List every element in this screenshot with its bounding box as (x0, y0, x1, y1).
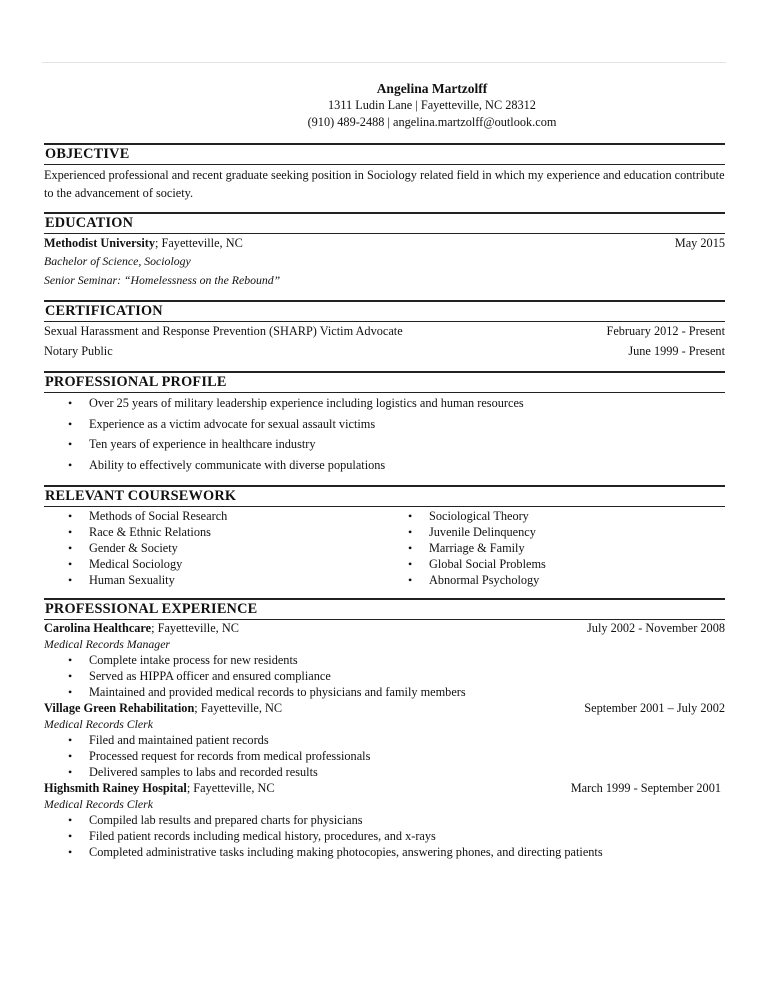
job-header (44, 620, 725, 636)
school-location: ; Fayetteville, NC (155, 236, 243, 250)
employer-line (44, 620, 239, 636)
school-name: Methodist University (44, 236, 156, 250)
certification-date: June 1999 - Present (628, 343, 725, 358)
job-dates: July 2002 - November 2008 (587, 621, 725, 635)
job-dates: March 1999 - September 2001 (570, 781, 721, 795)
degree: Bachelor of Science, Sociology (44, 254, 191, 268)
employer-location: ; Fayetteville, NC (186, 781, 275, 795)
list-item: • Medical Sociology (44, 556, 384, 572)
list-item: • Methods of Social Research (44, 508, 384, 524)
experience-section (44, 598, 725, 860)
list-item: • Race & Ethnic Relations (44, 524, 384, 540)
coursework-columns (44, 508, 725, 588)
graduation-date: May 2015 (674, 236, 725, 250)
certification-row (44, 342, 725, 362)
objective-section (44, 143, 725, 202)
employer-location: ; Fayetteville, NC (151, 621, 239, 635)
coursework-right-list (384, 508, 714, 588)
job-role: Medical Records Manager (44, 637, 171, 651)
job-dates: September 2001 – July 2002 (584, 701, 725, 715)
certification-name: Notary Public (44, 343, 113, 358)
resume-page (44, 80, 725, 860)
list-item: • Experience as a victim advocate for sexual assault victims (44, 414, 725, 435)
job-role: Medical Records Clerk (44, 717, 153, 731)
duty-list (44, 652, 725, 700)
employer-name: Carolina Healthcare (44, 621, 152, 635)
job-entry (44, 780, 725, 860)
list-item: • Maintained and provided medical records to physicians and family members (44, 684, 725, 700)
section-title: CERTIFICATION (44, 300, 725, 322)
employer-name: Village Green Rehabilitation (44, 701, 195, 715)
education-section (44, 212, 725, 290)
list-item: • Processed request for records from medical professionals (44, 748, 725, 764)
duty-list (44, 732, 725, 780)
profile-list (44, 393, 725, 475)
coursework-left-list (44, 508, 384, 588)
list-item: • Juvenile Delinquency (384, 524, 714, 540)
list-item: • Human Sexuality (44, 572, 384, 588)
objective-text: Experienced professional and recent graduate seeking position in Sociology related field in which my experience and education contribute to the advancement of society. (44, 168, 725, 200)
list-item: • Delivered samples to labs and recorded results (44, 764, 725, 780)
resume-header (139, 80, 725, 131)
section-title: OBJECTIVE (44, 143, 725, 165)
list-item: • Over 25 years of military leadership experience including logistics and human resources (44, 393, 725, 414)
list-item: • Gender & Society (44, 540, 384, 556)
top-divider (42, 62, 726, 63)
list-item: • Complete intake process for new residents (44, 652, 725, 668)
employer-line (44, 700, 282, 716)
certification-section (44, 300, 725, 361)
employer-name: Highsmith Rainey Hospital (44, 781, 187, 795)
contact-line: (910) 489-2488 | angelina.martzolff@outlook.com (307, 115, 557, 129)
duty-list (44, 812, 725, 860)
list-item: • Abnormal Psychology (384, 572, 714, 588)
section-title: PROFESSIONAL PROFILE (44, 371, 725, 393)
job-entry (44, 700, 725, 780)
employer-line (44, 780, 275, 796)
list-item: • Completed administrative tasks including making photocopies, answering phones, and directing patients (44, 844, 725, 860)
list-item: • Global Social Problems (384, 556, 714, 572)
certification-row (44, 322, 725, 342)
profile-section (44, 371, 725, 475)
list-item: • Sociological Theory (384, 508, 714, 524)
job-role: Medical Records Clerk (44, 797, 153, 811)
list-item: • Compiled lab results and prepared charts for physicians (44, 812, 725, 828)
applicant-name: Angelina Martzolff (376, 81, 488, 96)
section-title: PROFESSIONAL EXPERIENCE (44, 598, 725, 620)
section-title: EDUCATION (44, 212, 725, 234)
job-header (44, 700, 725, 716)
job-header (44, 780, 725, 796)
coursework-section (44, 485, 725, 588)
address-line: 1311 Ludin Lane | Fayetteville, NC 28312 (328, 98, 536, 112)
certification-date: February 2012 - Present (606, 324, 725, 338)
list-item: • Ability to effectively communicate with diverse populations (44, 455, 725, 476)
education-row (44, 234, 725, 252)
list-item: • Filed and maintained patient records (44, 732, 725, 748)
section-title: RELEVANT COURSEWORK (44, 485, 725, 507)
certification-name: Sexual Harassment and Response Prevention (SHARP) Victim Advocate (44, 324, 403, 338)
job-entry (44, 620, 725, 700)
employer-location: ; Fayetteville, NC (194, 701, 283, 715)
school-line (44, 234, 243, 252)
list-item: • Filed patient records including medical history, procedures, and x-rays (44, 828, 725, 844)
list-item: • Ten years of experience in healthcare industry (44, 434, 725, 455)
list-item: • Marriage & Family (384, 540, 714, 556)
senior-seminar: Senior Seminar: “Homelessness on the Rebound” (44, 273, 281, 287)
list-item: • Served as HIPPA officer and ensured compliance (44, 668, 725, 684)
